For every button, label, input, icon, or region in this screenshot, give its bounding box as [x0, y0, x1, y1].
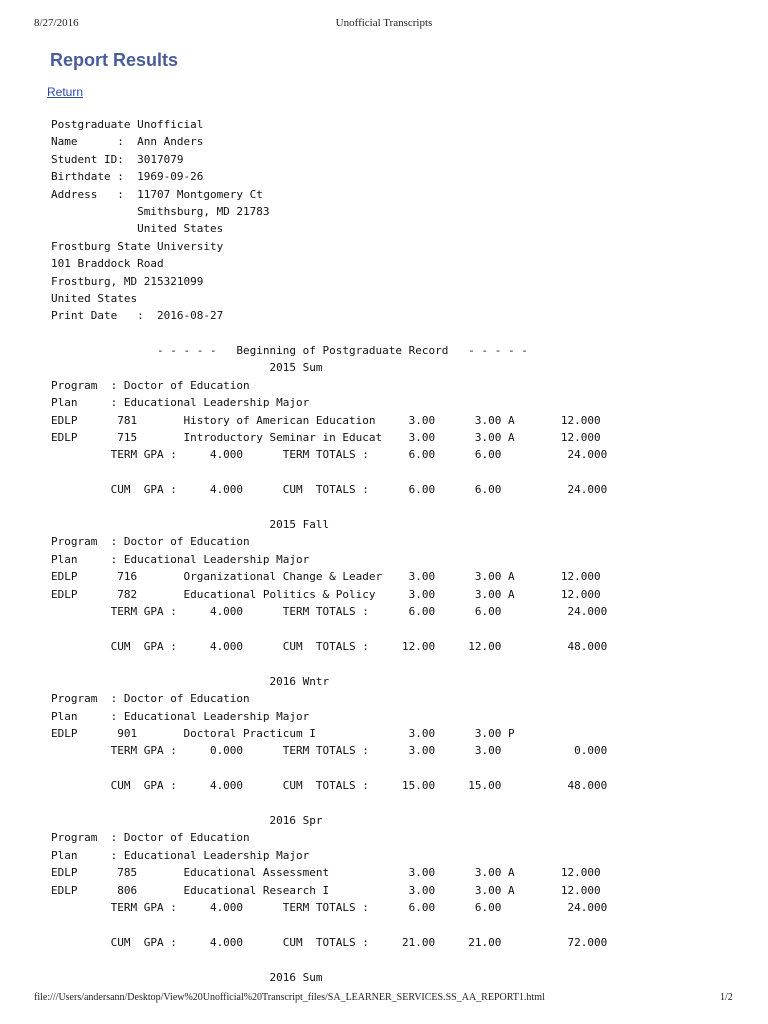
page-number: 1/2 — [720, 992, 733, 1003]
file-path: file:///Users/andersann/Desktop/View%20Unofficial%20Transcript_files/SA_LEARNER_SERVICES.SS_AA_REPORT1.html — [34, 992, 545, 1003]
transcript-line — [51, 916, 607, 933]
transcript-line: 2016 Wntr — [51, 674, 330, 688]
student-info-line: Postgraduate Unofficial — [51, 118, 204, 131]
transcript-line: Program : Doctor of Education — [51, 692, 250, 706]
transcript-line: EDLP 781 History of American Education 3.00 3.00 A 12.000 — [51, 413, 601, 427]
transcript-line: Plan : Educational Leadership Major — [51, 552, 310, 566]
page-title: Report Results — [50, 50, 179, 70]
transcript-line — [51, 655, 607, 672]
transcript-record-block — [51, 342, 607, 986]
transcript-line: 2016 Sum — [51, 970, 323, 984]
transcript-line: EDLP 716 Organizational Change & Leader 3.00 3.00 A 12.000 — [51, 570, 601, 584]
student-info-line: Print Date : 2016-08-27 — [51, 309, 224, 323]
transcript-line: CUM GPA : 4.000 CUM TOTALS : 6.00 6.00 24.000 — [51, 483, 608, 497]
transcript-line — [51, 464, 607, 481]
transcript-line: 2015 Fall — [51, 518, 330, 532]
transcript-line: TERM GPA : 4.000 TERM TOTALS : 6.00 6.00 24.000 — [51, 901, 608, 914]
student-info-line: Address : 11707 Montgomery Ct — [51, 187, 263, 201]
transcript-line: Plan : Educational Leadership Major — [51, 396, 310, 410]
student-info-line: Frostburg State University — [51, 239, 224, 253]
transcript-line: EDLP 785 Educational Assessment 3.00 3.00 A 12.000 — [51, 866, 601, 880]
transcript-line: EDLP 806 Educational Research I 3.00 3.00 A 12.000 — [51, 883, 601, 897]
student-info-line: United States — [51, 222, 224, 236]
return-link[interactable]: Return — [47, 85, 84, 99]
transcript-line: Plan : Educational Leadership Major — [51, 848, 310, 862]
transcript-line — [51, 951, 607, 968]
transcript-line: CUM GPA : 4.000 CUM TOTALS : 15.00 15.00 48.000 — [51, 779, 608, 793]
transcript-line: EDLP 782 Educational Politics & Policy 3.00 3.00 A 12.000 — [51, 587, 601, 601]
transcript-line: EDLP 715 Introductory Seminar in Educat 3.00 3.00 A 12.000 — [51, 431, 601, 445]
transcript-line: 2016 Spr — [51, 813, 323, 827]
student-info-line: Birthdate : 1969-09-26 — [51, 170, 204, 184]
student-info-line: Smithsburg, MD 21783 — [51, 205, 270, 219]
transcript-line: 2015 Sum — [51, 361, 323, 375]
transcript-line — [51, 795, 607, 812]
transcript-line: CUM GPA : 4.000 CUM TOTALS : 12.00 12.00 48.000 — [51, 639, 608, 653]
transcript-line: TERM GPA : 4.000 TERM TOTALS : 6.00 6.00 24.000 — [51, 605, 608, 619]
transcript-line — [51, 621, 607, 638]
transcript-line: - - - - - Beginning of Postgraduate Record - - - - - — [51, 344, 528, 357]
transcript-line: Program : Doctor of Education — [51, 535, 250, 549]
transcript-line: TERM GPA : 4.000 TERM TOTALS : 6.00 6.00 24.000 — [51, 448, 608, 462]
student-info-line: United States — [51, 292, 138, 306]
print-date: 8/27/2016 — [34, 17, 79, 29]
transcript-line: CUM GPA : 4.000 CUM TOTALS : 21.00 21.00 72.000 — [51, 935, 608, 949]
student-info-line: Name : Ann Anders — [51, 135, 204, 149]
transcript-line — [51, 499, 607, 516]
student-info-line: 101 Braddock Road — [51, 257, 164, 271]
transcript-line: EDLP 901 Doctoral Practicum I 3.00 3.00 P — [51, 726, 515, 740]
transcript-line: TERM GPA : 0.000 TERM TOTALS : 3.00 3.00 0.000 — [51, 744, 608, 758]
transcript-line: Plan : Educational Leadership Major — [51, 709, 310, 723]
print-header-title: Unofficial Transcripts — [335, 17, 433, 29]
student-info-line: Student ID: 3017079 — [51, 152, 184, 166]
student-info-line: Frostburg, MD 215321099 — [51, 274, 204, 288]
transcript-line — [51, 760, 607, 777]
transcript-line: Program : Doctor of Education — [51, 831, 250, 845]
transcript-line: Program : Doctor of Education — [51, 378, 250, 392]
student-info-block — [51, 116, 270, 325]
